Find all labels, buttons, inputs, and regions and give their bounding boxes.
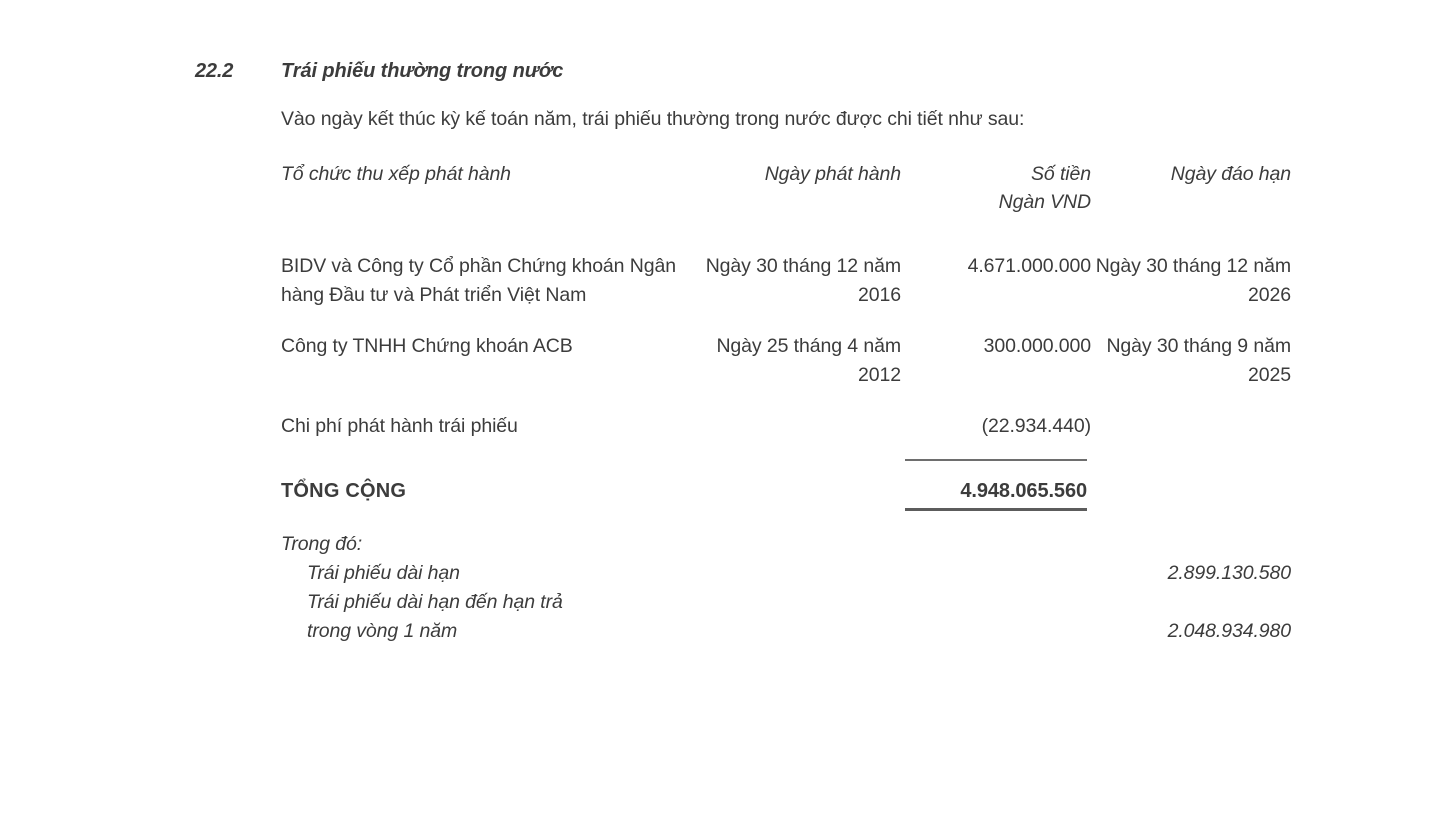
- column-header-issue-date: Ngày phát hành: [764, 163, 901, 185]
- cell-issue-date: Ngày 25 tháng 4 năm 2012: [716, 335, 901, 386]
- breakdown-item-label: Trái phiếu dài hạn: [307, 562, 460, 584]
- issuance-cost-amount: (22.934.440): [981, 415, 1091, 437]
- table-header-row: [281, 160, 1291, 222]
- breakdown-item: [281, 559, 1291, 588]
- column-header-amount: [901, 160, 1091, 222]
- table-row: [281, 310, 1291, 390]
- table-row: [281, 222, 1291, 310]
- breakdown-lead: Trong đó:: [281, 533, 363, 555]
- breakdown-item-label-line2: trong vòng 1 năm: [307, 620, 458, 642]
- total-rule: [905, 508, 1087, 511]
- breakdown-item-amount: 2.899.130.580: [1167, 562, 1291, 584]
- section-number: 22.2: [195, 60, 234, 82]
- cell-maturity-date: Ngày 30 tháng 9 năm 2025: [1106, 335, 1291, 386]
- column-header-amount-label: Số tiền: [1030, 163, 1091, 185]
- section-title: Trái phiếu thường trong nước: [281, 60, 564, 82]
- cell-issue-date: Ngày 30 tháng 12 năm 2016: [705, 255, 901, 306]
- breakdown-note: [281, 530, 1291, 646]
- breakdown-lead-row: [281, 530, 1291, 559]
- breakdown-item-amount: 2.048.934.980: [1167, 620, 1291, 642]
- cell-amount: 4.671.000.000: [967, 255, 1091, 277]
- subtotal-rule: [905, 459, 1087, 461]
- cell-amount: 300.000.000: [983, 335, 1091, 357]
- intro-paragraph: Vào ngày kết thúc kỳ kế toán năm, trái phiếu thường trong nước được chi tiết như sau:: [281, 108, 1025, 130]
- section-heading: [195, 60, 1295, 83]
- bonds-table: [281, 160, 1291, 441]
- breakdown-item-label-line1: Trái phiếu dài hạn đến hạn trả: [307, 591, 563, 613]
- cell-organization: BIDV và Công ty Cổ phần Chứng khoán Ngân hàng Đầu tư và Phát triển Việt Nam: [281, 255, 676, 306]
- total-label: TỔNG CỘNG: [281, 480, 407, 502]
- column-header-organization: Tổ chức thu xếp phát hành: [281, 163, 511, 185]
- column-header-amount-unit: Ngàn VND: [998, 191, 1091, 213]
- cell-maturity-date: Ngày 30 tháng 12 năm 2026: [1095, 255, 1291, 306]
- total-amount: 4.948.065.560: [960, 480, 1087, 502]
- issuance-cost-label: Chi phí phát hành trái phiếu: [281, 415, 518, 437]
- column-header-maturity-date: Ngày đáo hạn: [1170, 163, 1291, 185]
- issuance-cost-row: [281, 390, 1291, 441]
- cell-organization: Công ty TNHH Chứng khoán ACB: [281, 335, 573, 357]
- breakdown-item: [281, 588, 1291, 646]
